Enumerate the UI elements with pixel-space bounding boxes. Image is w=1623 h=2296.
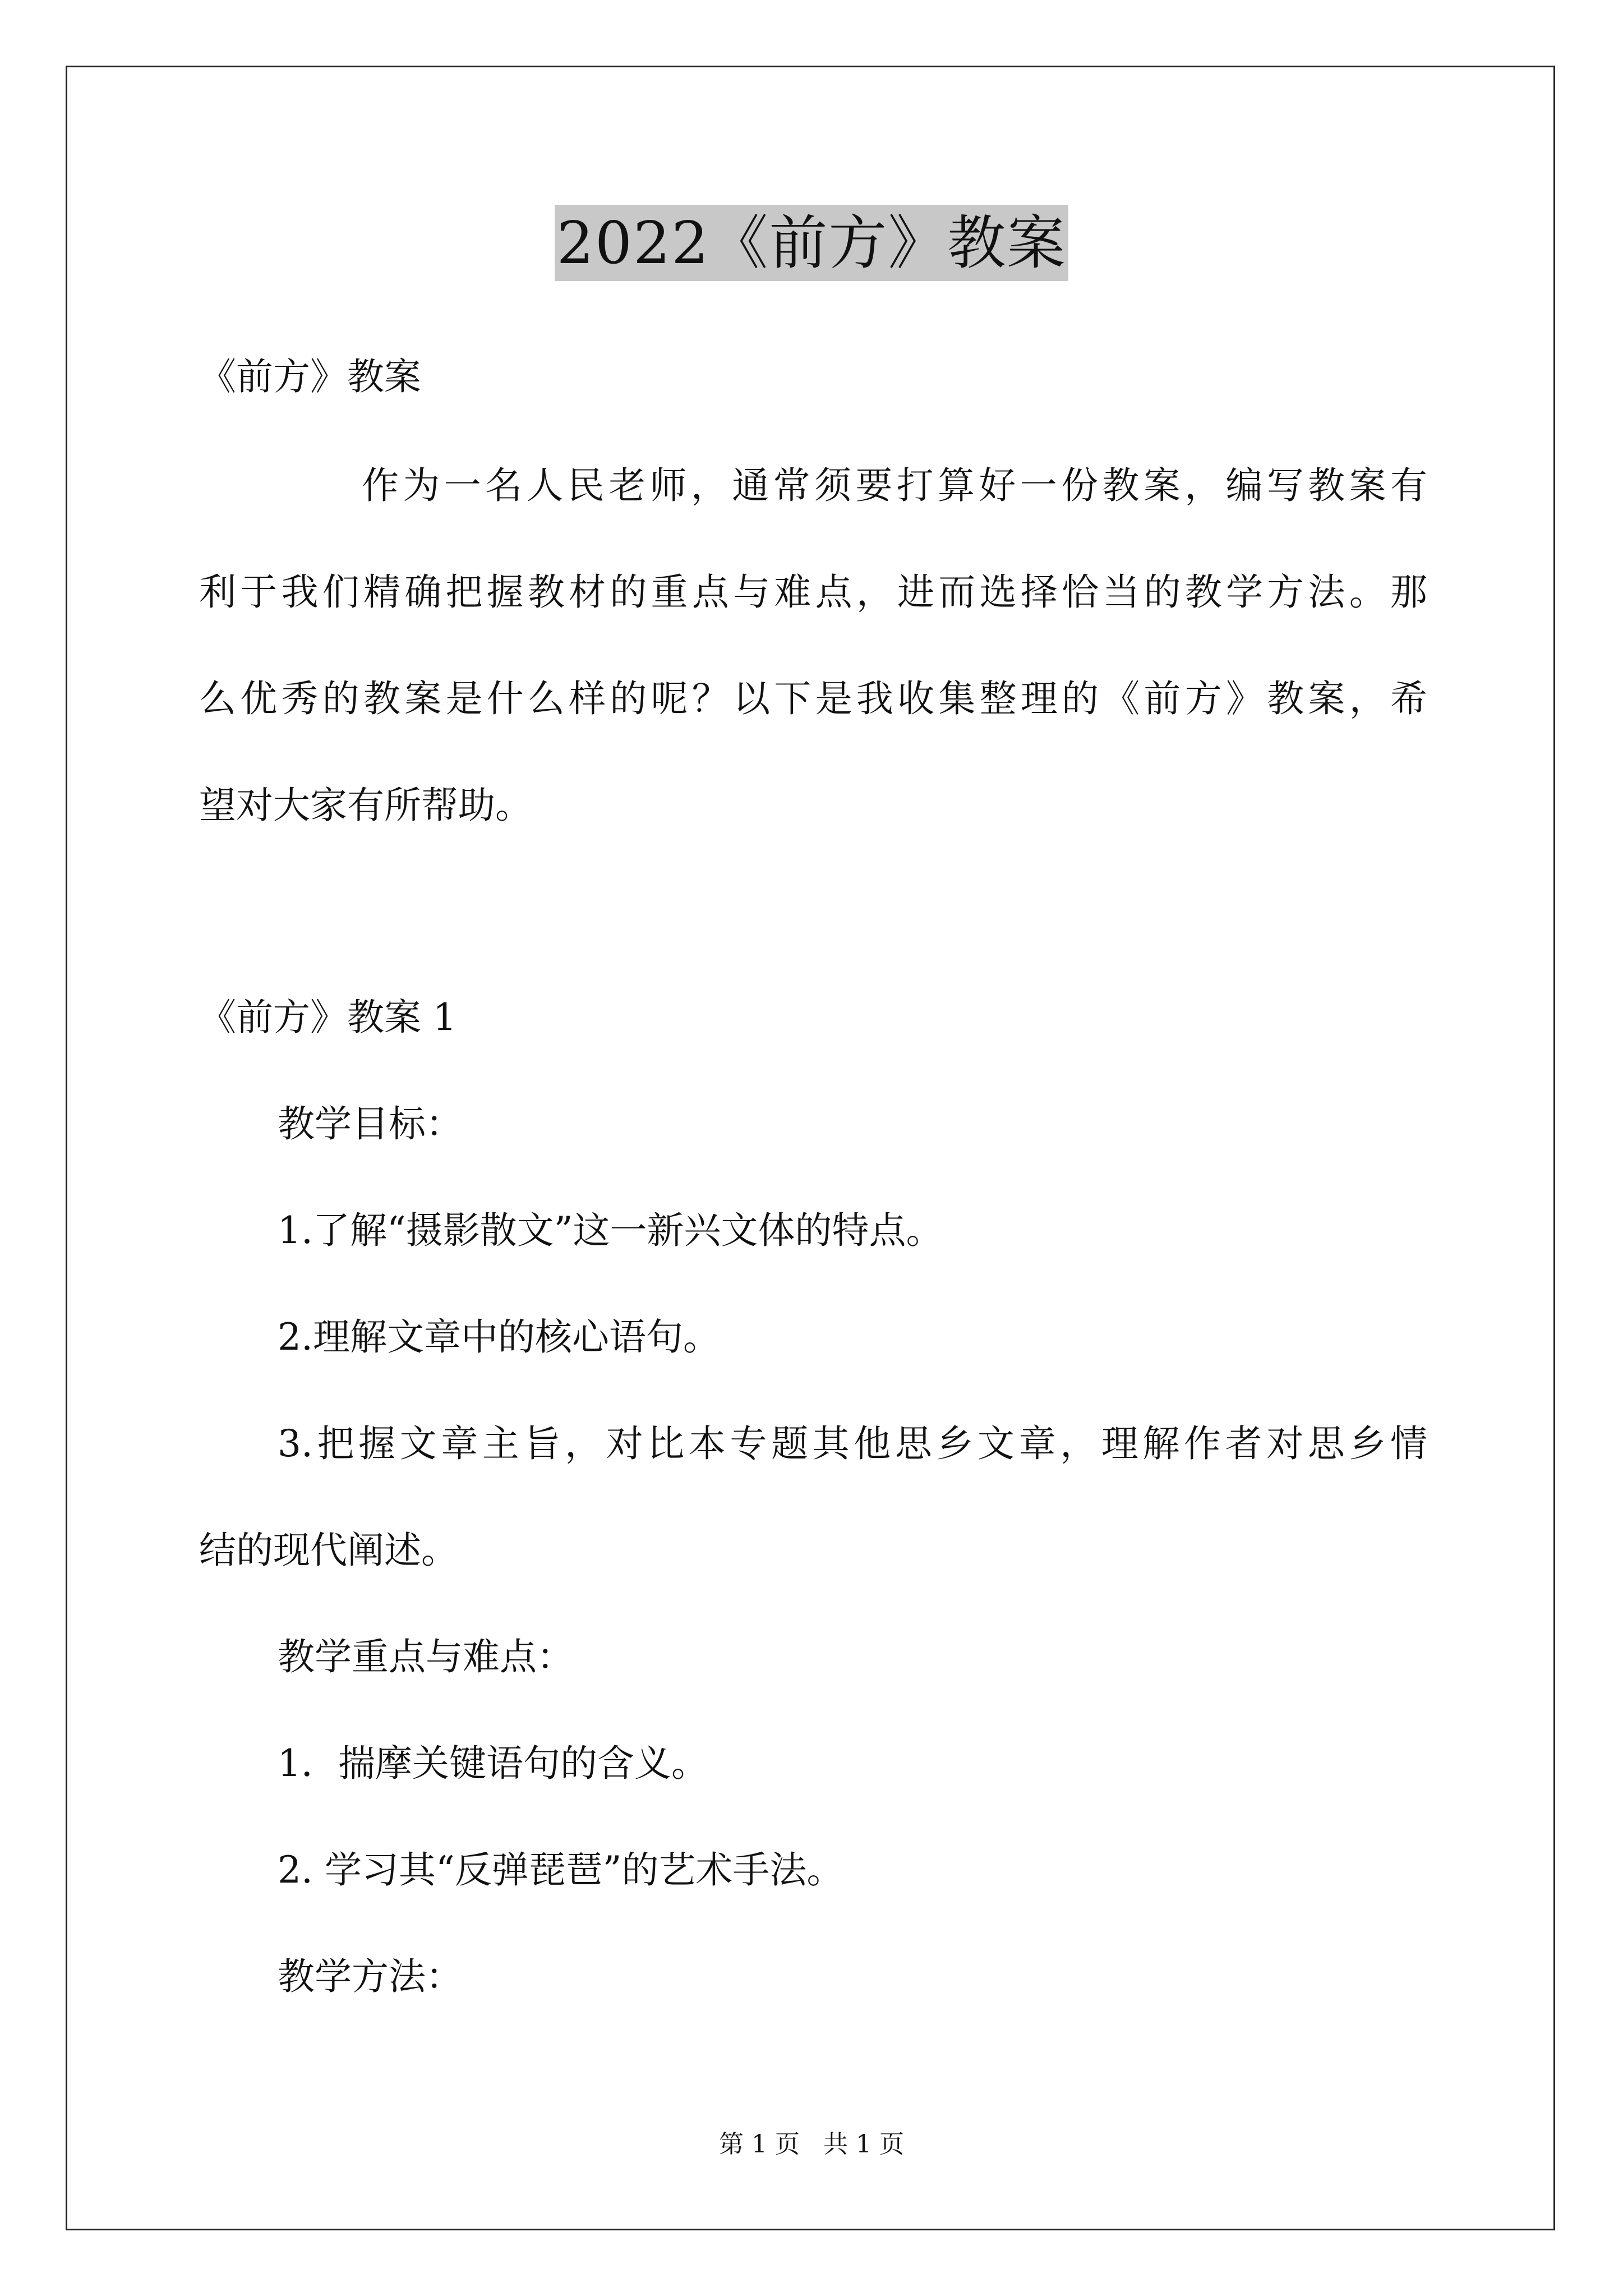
intro-line-2: 利于我们精确把握教材的重点与难点，进而选择恰当的教学方法。那 [199, 570, 1427, 614]
keypoint-item-2: 2. 学习其“反弹琵琶”的艺术手法。 [278, 1848, 844, 1892]
objective-item-1: 1.了解“摄影散文”这一新兴文体的特点。 [278, 1209, 943, 1252]
intro-line-3: 么优秀的教案是什么样的呢？以下是我收集整理的《前方》教案，希 [199, 677, 1427, 720]
objectives-heading: 教学目标： [278, 1102, 463, 1145]
intro-line-1: 作为一名人民老师，通常须要打算好一份教案，编写教案有 [362, 464, 1427, 507]
intro-line-4: 望对大家有所帮助。 [199, 784, 532, 827]
keypoints-heading: 教学重点与难点： [278, 1635, 574, 1678]
title-wrap [0, 205, 1623, 281]
document-subtitle: 《前方》教案 [199, 355, 421, 398]
objective-item-3: 3.把握文章主旨，对比本专题其他思乡文章，理解作者对思乡情 [278, 1422, 1427, 1465]
section-heading: 《前方》教案 1 [199, 996, 457, 1039]
document-title: 2022《前方》教案 [555, 205, 1069, 281]
objective-item-3-cont: 结的现代阐述。 [199, 1529, 458, 1572]
keypoint-item-1: 1．揣摩关键语句的含义。 [278, 1742, 708, 1785]
objective-item-2: 2.理解文章中的核心语句。 [278, 1315, 720, 1359]
methods-heading: 教学方法： [278, 1955, 463, 1998]
page-footer: 第 1 页 共 1 页 [719, 2130, 904, 2159]
